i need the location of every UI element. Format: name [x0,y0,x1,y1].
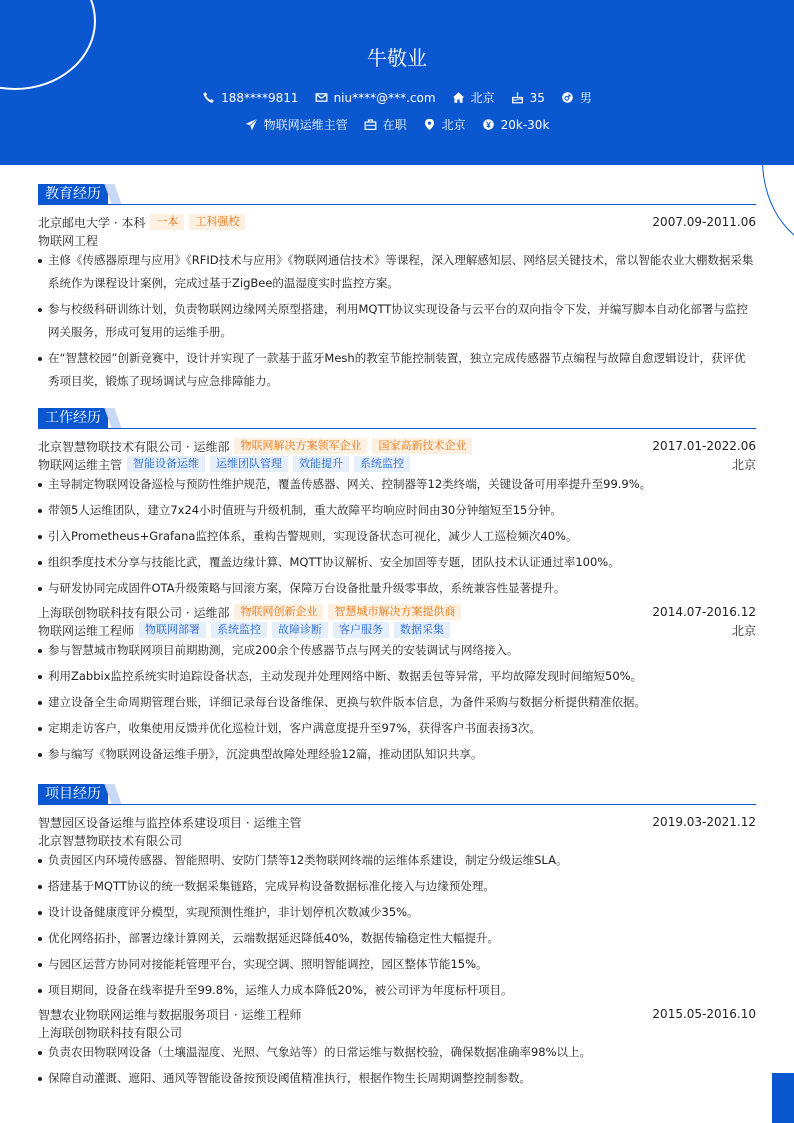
project-name: 智慧农业物联网运维与数据服务项目 · 运维工程师 [38,1007,302,1022]
resume-header [0,0,794,165]
status-text: 在职 [382,118,407,132]
job-city: 北京 [731,457,756,472]
job-date: 2014.07-2016.12 [652,605,756,619]
education-section [38,184,756,396]
phone-text: 188****9811 [221,90,299,105]
position-row [38,455,756,473]
project-entry-header [38,1005,756,1023]
company-tag: 智慧城市解决方案提供商 [328,604,461,620]
skill-tag: 物联网部署 [139,622,206,638]
gender-text: 男 [579,91,592,105]
candidate-name: 牛敬业 [367,46,427,70]
position-row [38,621,756,639]
list-item: 定期走访客户，收集使用反馈并优化巡检计划，客户满意度提升至97%，获得客户书面表扬3次。 [38,717,756,740]
work-section [38,408,756,769]
salary-info [482,116,550,133]
list-item: 引入Prometheus+Grafana监控体系，重构告警规则，实现设备状态可视化，减少人工巡检频次40%。 [38,525,756,548]
list-item: 组织季度技术分享与技能比武，覆盖边缘计算、MQTT协议解析、安全加固等专题，团队技术认证通过率100%。 [38,551,756,574]
list-item: 利用Zabbix监控系统实时追踪设备状态，主动发现并处理网络中断、数据丢包等异常，平均故障发现时间缩短50%。 [38,665,756,688]
cake-icon [511,91,524,104]
money-icon [482,118,495,131]
list-item: 与园区运营方协同对接能耗管理平台，实现空调、照明智能调控，园区整体节能15%。 [38,953,756,976]
status-info [364,116,407,133]
project-section [38,784,756,1093]
plane-icon [245,118,258,131]
company-name: 北京智慧物联技术有限公司 · 运维部 [38,439,230,454]
target-city-info [423,116,466,133]
email-text: niu****@***.com [333,90,436,105]
list-item: 在“智慧校园”创新竞赛中，设计并实现了一款基于蓝牙Mesh的教室节能控制装置，独立完成传感器节点编程与故障自愈逻辑设计，获评优秀项目奖，锻炼了现场调试与应急排障能力。 [38,347,756,393]
mail-icon [315,91,328,104]
job-city: 北京 [731,623,756,638]
section-title: 教育经历 [38,184,108,204]
section-header [38,184,756,205]
gender-info [561,89,592,106]
gender-icon [561,91,574,104]
job-entry-header [38,437,756,455]
contact-row [0,89,794,106]
major-row [38,231,756,249]
school-tag: 一本 [150,214,184,230]
list-item: 参与智慧城市物联网项目前期勘测，完成200余个传感器节点与网关的安装调试与网络接入。 [38,639,756,662]
section-title: 工作经历 [38,408,108,428]
salary-text: 20k-30k [500,117,550,132]
target-city-text: 北京 [441,118,466,132]
list-item: 负责园区内环境传感器、智能照明、安防门禁等12类物联网终端的运维体系建设，制定分级运维SLA。 [38,849,756,872]
project-company: 北京智慧物联技术有限公司 [38,833,183,848]
age-text: 35 [529,90,545,105]
list-item: 参与校级科研训练计划，负责物联网边缘网关原型搭建，利用MQTT协议实现设备与云平台的双向指令下发，并编写脚本自动化部署与监控网关服务，形成可复用的运维手册。 [38,298,756,344]
company-tag: 物联网创新企业 [234,604,323,620]
school-tag: 工科强校 [189,214,245,230]
list-item: 建立设备全生命周期管理台账，详细记录每台设备维保、更换与软件版本信息，为备件采购与数据分析提供精准依据。 [38,691,756,714]
skill-tag: 系统监控 [354,456,410,472]
education-bullets [38,249,756,393]
list-item: 优化网络拓扑，部署边缘计算网关，云端数据延迟降低40%，数据传输稳定性大幅提升。 [38,927,756,950]
list-item: 保障自动灌溉、遮阳、通风等智能设备按预设阈值精准执行，根据作物生长周期调整控制参数。 [38,1067,756,1090]
job-bullets [38,639,756,766]
list-item: 搭建基于MQTT协议的统一数据采集链路，完成异构设备数据标准化接入与边缘预处理。 [38,875,756,898]
project-company-row [38,831,756,849]
list-item: 与研发协同完成固件OTA升级策略与回滚方案，保障万台设备批量升级零事故，系统兼容性显著提升。 [38,577,756,600]
skill-tag: 数据采集 [394,622,450,638]
project-company: 上海联创物联科技有限公司 [38,1025,183,1040]
email-info [315,89,436,106]
major-name: 物联网工程 [38,233,99,248]
location-info [452,89,495,106]
decorative-corner-bar [772,1073,794,1123]
company-tag: 物联网解决方案领军企业 [234,438,367,454]
age-info [511,89,545,106]
briefcase-icon [364,118,377,131]
project-date: 2019.03-2021.12 [652,815,756,829]
skill-tag: 客户服务 [333,622,389,638]
list-item: 项目期间，设备在线率提升至99.8%，运维人力成本降低20%，被公司评为年度标杆项目。 [38,979,756,1002]
section-title: 项目经历 [38,784,108,804]
target-job-text: 物联网运维主管 [263,118,348,132]
section-header [38,784,756,805]
intention-row [0,116,794,133]
skill-tag: 效能提升 [293,456,349,472]
list-item: 负责农田物联网设备（土壤温湿度、光照、气象站等）的日常运维与数据校验，确保数据准确率98%以上。 [38,1041,756,1064]
list-item: 带领5人运维团队，建立7x24小时值班与升级机制，重大故障平均响应时间由30分钟缩短至15分钟。 [38,499,756,522]
project-name: 智慧园区设备运维与监控体系建设项目 · 运维主管 [38,815,302,830]
company-name: 上海联创物联科技有限公司 · 运维部 [38,605,230,620]
pin-icon [423,118,436,131]
target-job-info [245,116,348,133]
education-entry-header [38,213,756,231]
list-item: 参与编写《物联网设备运维手册》，沉淀典型故障处理经验12篇，推动团队知识共享。 [38,743,756,766]
location-text: 北京 [470,91,495,105]
list-item: 主导制定物联网设备巡检与预防性维护规范，覆盖传感器、网关、控制器等12类终端，关键设备可用率提升至99.9%。 [38,473,756,496]
company-tag: 国家高新技术企业 [372,438,472,454]
skill-tag: 运维团队管理 [210,456,288,472]
education-date: 2007.09-2011.06 [652,215,756,229]
list-item: 设计设备健康度评分模型，实现预测性维护，非计划停机次数减少35%。 [38,901,756,924]
job-bullets [38,473,756,600]
project-bullets [38,849,756,1002]
position-name: 物联网运维主管 [38,457,123,472]
skill-tag: 故障诊断 [272,622,328,638]
job-date: 2017.01-2022.06 [652,439,756,453]
phone-icon [202,91,215,104]
project-bullets [38,1041,756,1090]
job-entry-header [38,603,756,621]
project-entry-header [38,813,756,831]
skill-tag: 系统监控 [211,622,267,638]
skill-tag: 智能设备运维 [127,456,205,472]
list-item: 主修《传感器原理与应用》《RFID技术与应用》《物联网通信技术》等课程，深入理解感知层、网络层关键技术，常以智能农业大棚数据采集系统作为课程设计案例，完成过基于ZigBee的温湿度实时监控方案。 [38,249,756,295]
project-company-row [38,1023,756,1041]
home-icon [452,91,465,104]
school-name: 北京邮电大学 · 本科 [38,215,146,230]
section-header [38,408,756,429]
project-date: 2015.05-2016.10 [652,1007,756,1021]
phone-info [202,89,298,106]
position-name: 物联网运维工程师 [38,623,135,638]
